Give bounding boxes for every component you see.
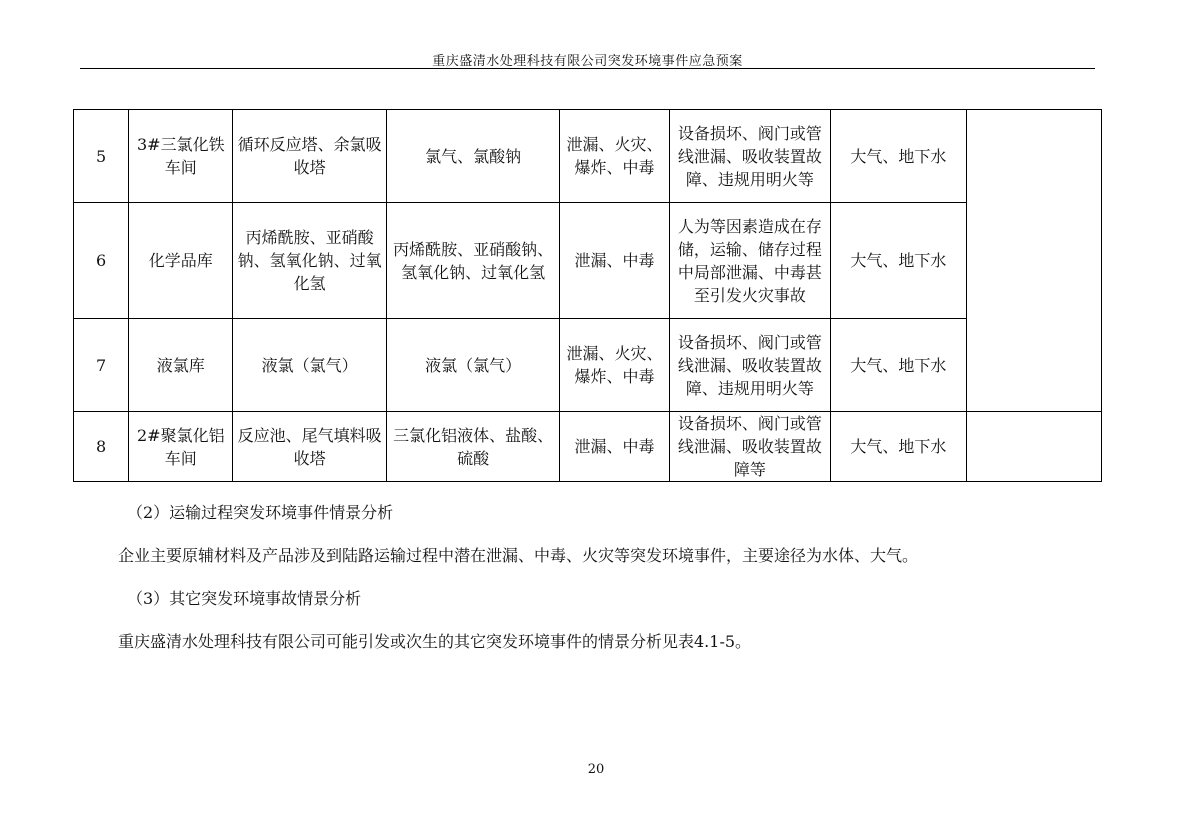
table-row (74, 203, 1102, 319)
other-paragraph: 重庆盛清水处理科技有限公司可能引发或次生的其它突发环境事件的情景分析见表4.1-5。 (118, 632, 752, 651)
blank-cell (966, 412, 1101, 482)
substance-cell: 液氯（氯气） (386, 319, 560, 412)
blank-merged-cell (966, 110, 1101, 412)
page-number: 20 (587, 762, 605, 777)
table-row (74, 110, 1102, 203)
equipment-cell: 液氯（氯气） (233, 319, 386, 412)
cause-cell: 设备损坏、阀门或管线泄漏、吸收装置故障、违规用明火等 (669, 319, 830, 412)
equipment-cell: 反应池、尾气填料吸收塔 (233, 412, 386, 482)
equipment-cell: 循环反应塔、余氯吸收塔 (233, 110, 386, 203)
event-type-cell: 泄漏、火灾、爆炸、中毒 (560, 110, 669, 203)
cause-cell: 人为等因素造成在存储，运输、储存过程中局部泄漏、中毒甚至引发火灾事故 (669, 203, 830, 319)
row-number: 8 (74, 412, 129, 482)
transport-paragraph: 企业主要原辅材料及产品涉及到陆路运输过程中潜在泄漏、中毒、火灾等突发环境事件，主要途径为水体、大气。 (118, 546, 919, 565)
row-number: 7 (74, 319, 129, 412)
cause-cell: 设备损坏、阀门或管线泄漏、吸收装置故障、违规用明火等 (669, 110, 830, 203)
route-cell: 大气、地下水 (831, 110, 966, 203)
header-rule (80, 68, 1095, 69)
route-cell: 大气、地下水 (831, 203, 966, 319)
table-row (74, 412, 1102, 482)
row-number: 6 (74, 203, 129, 319)
unit-cell: 2#聚氯化铝车间 (129, 412, 233, 482)
unit-cell: 3#三氯化铁车间 (129, 110, 233, 203)
table-row (74, 319, 1102, 412)
substance-cell: 三氯化铝液体、盐酸、硫酸 (386, 412, 560, 482)
substance-cell: 氯气、氯酸钠 (386, 110, 560, 203)
cause-cell: 设备损坏、阀门或管线泄漏、吸收装置故障等 (669, 412, 830, 482)
document-header: 重庆盛清水处理科技有限公司突发环境事件应急预案 (432, 54, 743, 69)
event-type-cell: 泄漏、中毒 (560, 203, 669, 319)
row-number: 5 (74, 110, 129, 203)
risk-table (73, 109, 1102, 482)
transport-heading: （2）运输过程突发环境事件情景分析 (127, 503, 394, 522)
other-heading: （3）其它突发环境事故情景分析 (127, 589, 362, 608)
route-cell: 大气、地下水 (831, 319, 966, 412)
substance-cell: 丙烯酰胺、亚硝酸钠、氢氧化钠、过氧化氢 (386, 203, 560, 319)
unit-cell: 化学品库 (129, 203, 233, 319)
event-type-cell: 泄漏、中毒 (560, 412, 669, 482)
event-type-cell: 泄漏、火灾、爆炸、中毒 (560, 319, 669, 412)
route-cell: 大气、地下水 (831, 412, 966, 482)
equipment-cell: 丙烯酰胺、亚硝酸钠、氢氧化钠、过氧化氢 (233, 203, 386, 319)
unit-cell: 液氯库 (129, 319, 233, 412)
